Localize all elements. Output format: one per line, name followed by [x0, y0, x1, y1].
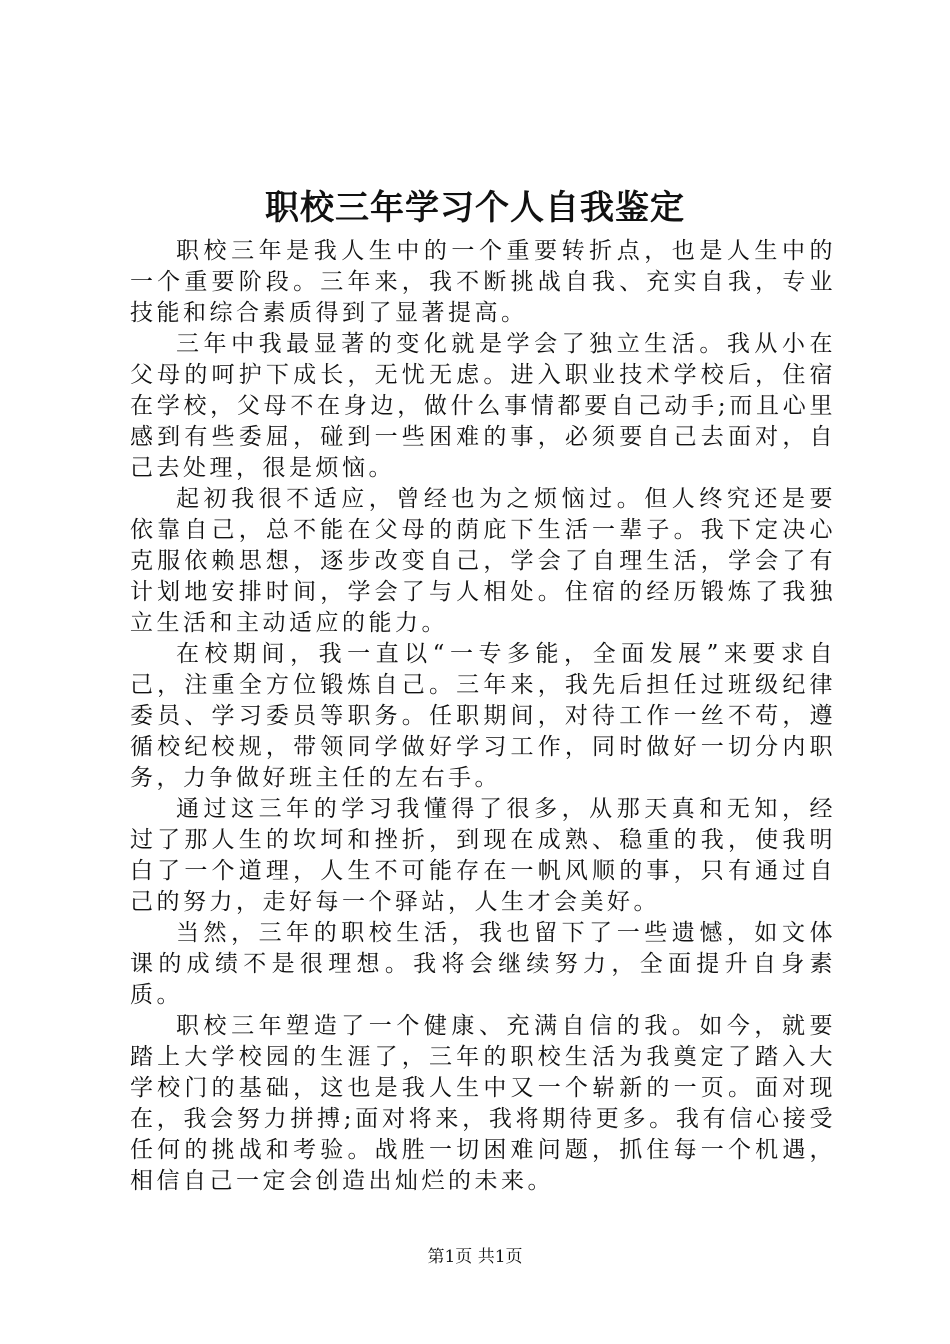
- paragraph-7: 职校三年塑造了一个健康、充满自信的我。如今，就要踏上大学校园的生涯了，三年的职校生活为我奠定了踏入大学校门的基础，这也是我人生中又一个崭新的一页。面对现在，我会努力拼搏;面对将来，我将期待更多。我有信心接受任何的挑战和考验。战胜一切困难问题，抓住每一个机遇，相信自己一定会创造出灿烂的未来。: [130, 1013, 836, 1194]
- page-footer: 第1页 共1页: [427, 1247, 523, 1267]
- document-title: 职校三年学习个人自我鉴定: [265, 188, 685, 228]
- paragraph-1: 职校三年是我人生中的一个重要转折点，也是人生中的一个重要阶段。三年来，我不断挑战自我、充实自我，专业技能和综合素质得到了显著提高。: [130, 238, 836, 326]
- paragraph-6: 当然，三年的职校生活，我也留下了一些遗憾，如文体课的成绩不是很理想。我将会继续努力，全面提升自身素质。: [130, 920, 836, 1008]
- paragraph-5: 通过这三年的学习我懂得了很多，从那天真和无知，经过了那人生的坎坷和挫折，到现在成熟、稳重的我，使我明白了一个道理，人生不可能存在一帆风顺的事，只有通过自己的努力，走好每一个驿站，人生才会美好。: [130, 796, 836, 915]
- paragraph-2: 三年中我最显著的变化就是学会了独立生活。我从小在父母的呵护下成长，无忧无虑。进入职业技术学校后，住宿在学校，父母不在身边，做什么事情都要自己动手;而且心里感到有些委屈，碰到一些困难的事，必须要自己去面对，自己去处理，很是烦恼。: [130, 331, 836, 481]
- paragraph-3: 起初我很不适应，曾经也为之烦恼过。但人终究还是要依靠自己，总不能在父母的荫庇下生活一辈子。我下定决心克服依赖思想，逐步改变自己，学会了自理生活，学会了有计划地安排时间，学会了与人相处。住宿的经历锻炼了我独立生活和主动适应的能力。: [130, 486, 836, 636]
- document-body: [130, 236, 836, 1197]
- paragraph-4: 在校期间，我一直以“一专多能，全面发展”来要求自己，注重全方位锻炼自己。三年来，我先后担任过班级纪律委员、学习委员等职务。任职期间，对待工作一丝不苟，遵循校纪校规，带领同学做好学习工作，同时做好一切分内职务，力争做好班主任的左右手。: [130, 641, 836, 791]
